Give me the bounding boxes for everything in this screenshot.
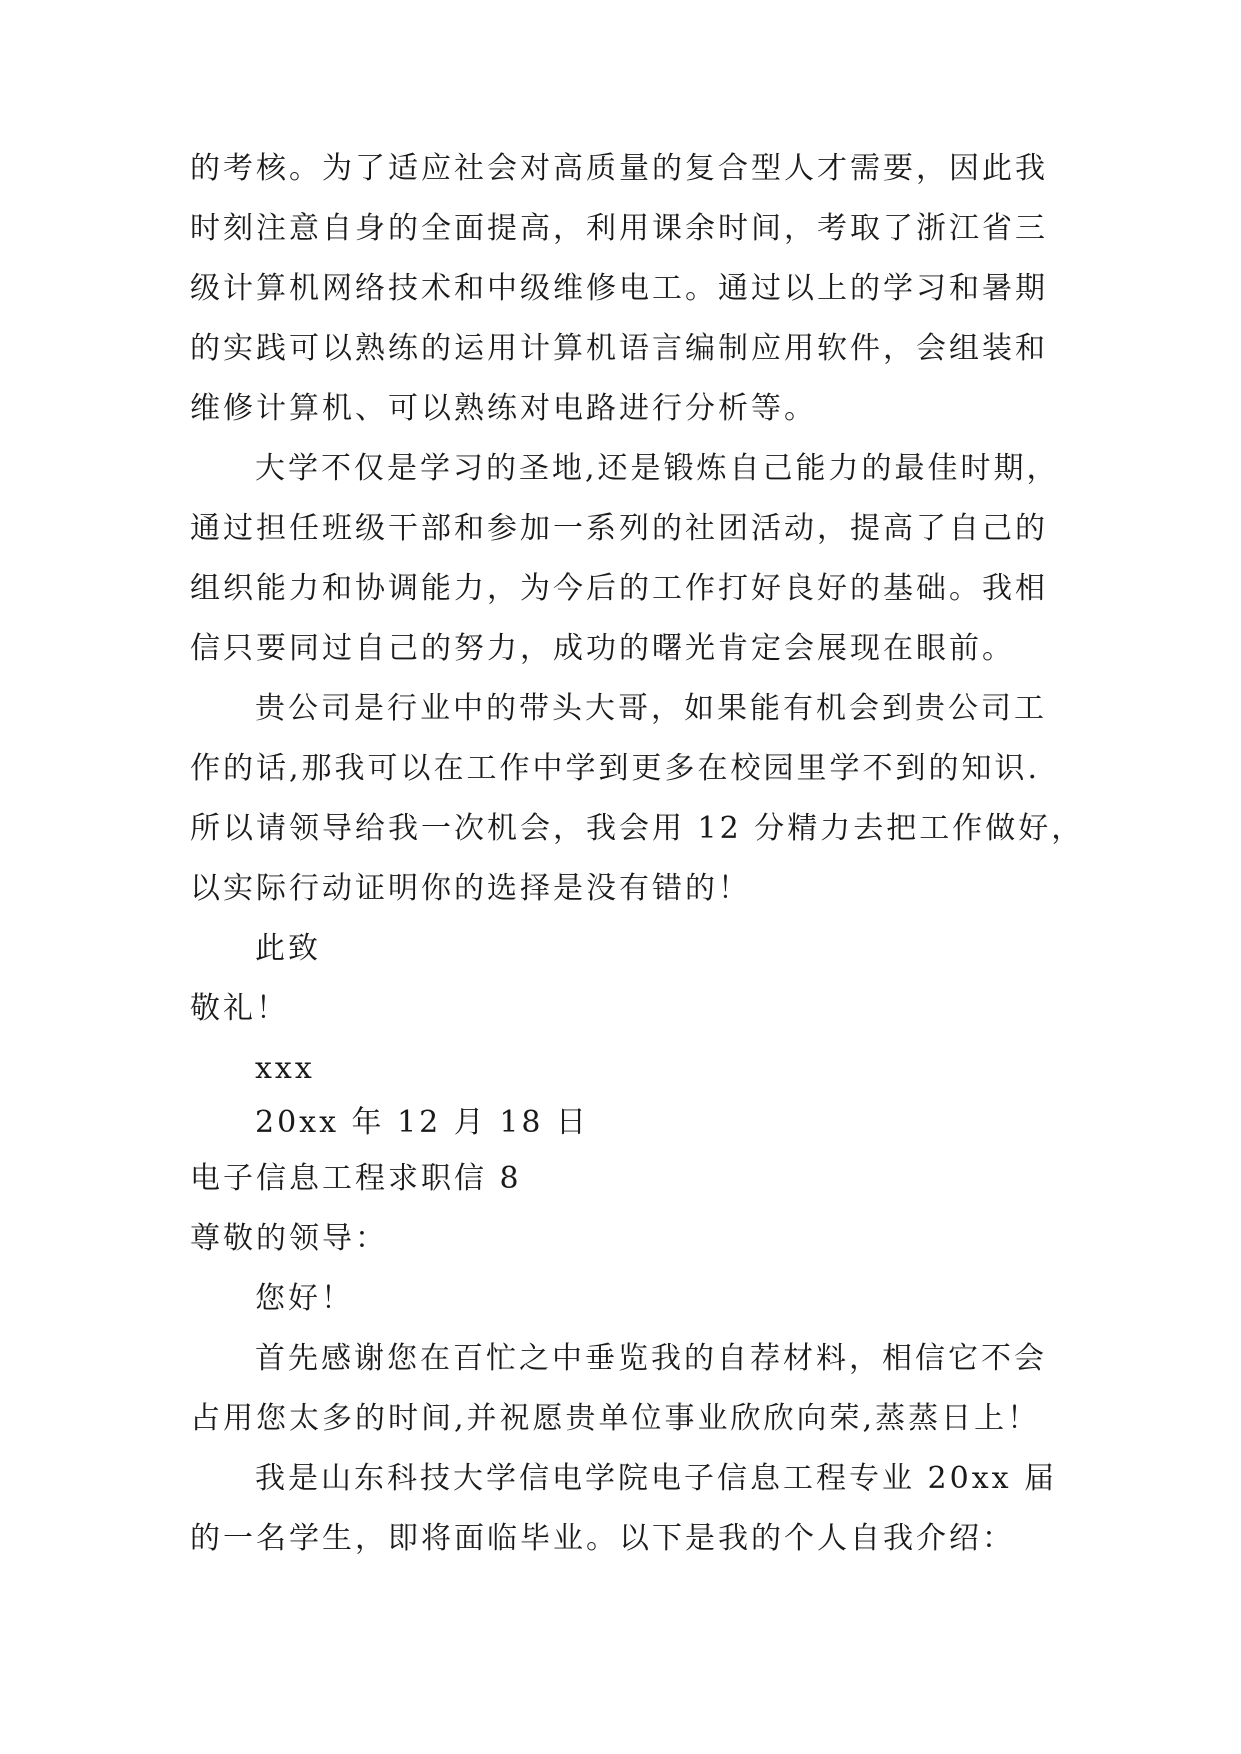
closing-phrase: 此致	[255, 931, 321, 966]
paragraph-start: 大学不仅是学习的圣地,还是锻炼自己能力的最佳时期，	[255, 451, 1060, 486]
salutation: 尊敬的领导：	[190, 1221, 388, 1256]
body-line-2: 时刻注意自身的全面提高，利用课余时间，考取了浙江省三	[190, 211, 1048, 246]
body-line-3: 级计算机网络技术和中级维修电工。通过以上的学习和暑期	[190, 271, 1048, 306]
body-line-8: 组织能力和协调能力，为今后的工作打好良好的基础。我相	[190, 571, 1048, 606]
body-line-22: 占用您太多的时间,并祝愿贵单位事业欣欣向荣,蒸蒸日上！	[190, 1401, 1041, 1436]
body-line-1: 的考核。为了适应社会对高质量的复合型人才需要，因此我	[190, 151, 1048, 186]
greeting: 您好！	[255, 1281, 354, 1316]
body-line-11: 作的话,那我可以在工作中学到更多在校园里学不到的知识.	[190, 751, 1041, 786]
body-line-9: 信只要同过自己的努力，成功的曙光肯定会展现在眼前。	[190, 631, 1015, 666]
body-line-4: 的实践可以熟练的运用计算机语言编制应用软件，会组装和	[190, 331, 1048, 366]
letter-date: 20xx 年 12 月 18 日	[255, 1105, 590, 1140]
paragraph-start: 我是山东科技大学信电学院电子信息工程专业 20xx 届	[255, 1461, 1058, 1496]
body-line-13: 以实际行动证明你的选择是没有错的！	[190, 871, 751, 906]
signature: xxx	[255, 1051, 315, 1086]
paragraph-start: 贵公司是行业中的带头大哥，如果能有机会到贵公司工	[255, 691, 1047, 726]
closing-salute: 敬礼！	[190, 991, 289, 1026]
body-line-12: 所以请领导给我一次机会，我会用 12 分精力去把工作做好，	[190, 811, 1085, 846]
paragraph-start: 首先感谢您在百忙之中垂览我的自荐材料，相信它不会	[255, 1341, 1047, 1376]
body-line-7: 通过担任班级干部和参加一系列的社团活动，提高了自己的	[190, 511, 1048, 546]
section-heading: 电子信息工程求职信 8	[190, 1161, 522, 1196]
body-line-24: 的一名学生，即将面临毕业。以下是我的个人自我介绍：	[190, 1521, 1015, 1556]
body-line-5: 维修计算机、可以熟练对电路进行分析等。	[190, 391, 817, 426]
